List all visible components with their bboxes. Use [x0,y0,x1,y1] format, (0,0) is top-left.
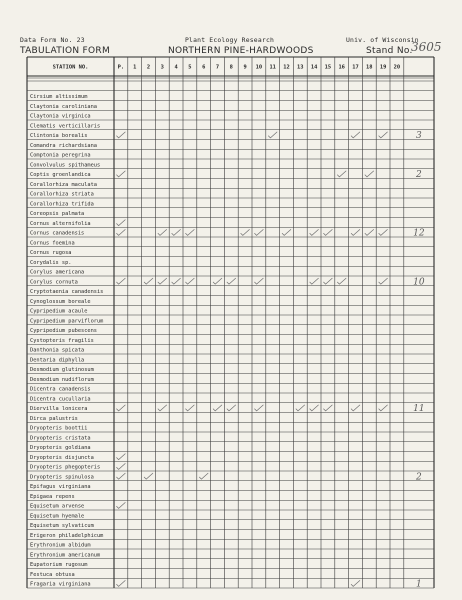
species-name: Eupatorium rugosum [30,562,88,569]
row-total: 12 [413,228,425,239]
check-mark [255,278,264,284]
check-mark [310,405,319,411]
column-header: 17 [352,64,359,71]
check-mark [144,278,153,284]
column-header: 15 [324,64,332,71]
check-mark [351,132,360,138]
row-total: 10 [413,277,425,288]
community-title: NORTHERN PINE-HARDWOODS [168,46,314,56]
stand-number: 3605 [411,40,442,54]
species-name: Erythronium americanum [30,552,101,559]
species-name: Cynoglossum boreale [30,298,91,305]
check-mark [337,171,346,177]
check-mark [379,278,388,284]
check-mark [351,229,360,235]
check-mark [255,229,264,235]
station-header: STATION NO. [52,64,89,71]
column-header: P. [117,64,125,71]
check-mark [117,132,126,138]
check-mark [351,405,360,411]
column-header: 6 [202,64,206,71]
species-name: Comptonia peregrina [30,152,91,159]
species-name: Corylus cornuta [30,279,78,286]
species-name: Corylus americana [30,269,85,276]
species-name: Convolvulus spithameus [30,162,101,169]
check-mark [199,473,208,479]
species-name: Equisetum arvense [30,503,85,510]
column-header: 14 [310,64,318,71]
species-name: Cornus alternifolia [30,220,91,227]
species-name: Danthonia spicata [30,347,85,354]
check-mark [186,229,195,235]
row-total: 2 [416,170,422,180]
species-name: Coreopsis palmata [30,211,85,218]
check-mark [117,278,126,284]
check-mark [255,405,264,411]
species-name: Diervilla lonicera [30,406,88,413]
species-name: Dirca palustris [30,415,78,422]
check-mark [117,171,126,177]
check-mark [324,229,333,235]
species-name: Corallorhiza striata [30,191,94,198]
check-mark [310,229,319,235]
species-name: Corallorhiza trifida [30,201,94,208]
column-header: 10 [255,64,263,71]
species-name: Clematis verticillaris [30,123,101,130]
form-title: TABULATION FORM [20,46,111,56]
species-name: Erigeron philadelphicum [30,532,104,539]
species-name: Cornus foemina [30,240,75,247]
species-name: Dryopteris boottii [30,425,88,432]
species-name: Dryopteris spinulosa [30,474,94,481]
column-header: 16 [338,64,345,71]
column-header: 7 [215,64,220,71]
species-name: Desmodium glutinosum [30,367,94,374]
check-mark [213,405,222,411]
species-name: Erythronium albidum [30,542,91,549]
species-name: Dryopteris disjuncta [30,454,94,461]
check-mark [282,229,291,235]
species-name: Cryptotaenia canadensis [30,289,104,296]
species-name: Clintonia borealis [30,133,88,140]
species-name: Epifagus virginiana [30,484,91,491]
species-name: Festuca obtusa [30,571,75,578]
species-name: Claytonia caroliniana [30,103,97,110]
check-mark [186,405,195,411]
check-mark [144,473,153,479]
species-name: Equisetum hyemale [30,513,85,520]
check-mark [213,278,222,284]
check-mark [158,405,167,411]
species-name: Cornus rugosa [30,250,72,257]
column-header: 13 [297,64,304,71]
check-mark [268,132,277,138]
check-mark [117,463,126,469]
column-header: 8 [229,64,233,71]
check-mark [117,473,126,479]
check-mark [117,229,126,235]
check-mark [365,171,374,177]
check-mark [172,278,181,284]
species-name: Corallorhiza maculata [30,181,97,188]
species-name: Cirsium altissimum [30,94,88,101]
check-mark [227,278,236,284]
species-name: Dicentra cucullaria [30,396,91,403]
check-mark [117,502,126,508]
column-header: 19 [379,64,387,71]
check-mark [324,405,333,411]
species-name: Desmodium nudiflorum [30,376,94,383]
column-header: 20 [393,64,401,71]
row-total: 3 [416,131,422,141]
column-header: 3 [160,64,164,71]
check-mark [172,229,181,235]
row-total: 1 [416,579,422,590]
check-mark [310,278,319,284]
check-mark [158,229,167,235]
column-header: 1 [133,64,137,71]
column-header: 2 [146,64,151,71]
column-header: 12 [283,64,290,71]
species-name: Cypripedium pubescens [30,328,97,335]
check-mark [365,229,374,235]
species-name: Cystopteris fragilis [30,337,94,344]
check-mark [117,220,126,226]
species-name: Cypripedium acaule [30,308,88,315]
species-name: Dryopteris goldiana [30,445,91,452]
check-mark [324,278,333,284]
row-total: 2 [416,472,422,483]
check-mark [379,132,388,138]
species-name: Comandra richardsiana [30,142,97,149]
row-total: 11 [413,404,425,414]
research-title: Plant Ecology Research [185,36,275,44]
check-mark [337,278,346,284]
check-mark [117,405,126,411]
species-name: Equisetum sylvaticum [30,523,94,530]
species-name: Dentaria diphylla [30,357,85,364]
species-name: Dicentra canadensis [30,386,91,393]
column-header: 9 [243,64,247,71]
column-header: 18 [366,64,373,71]
check-mark [241,229,250,235]
university-name: Univ. of Wisconsin [346,36,419,44]
species-name: Cornus canadensis [30,230,85,237]
check-mark [296,405,305,411]
species-name: Dryopteris cristata [30,435,91,442]
check-mark [186,278,195,284]
check-mark [379,405,388,411]
species-name: Corydalis sp. [30,259,72,266]
check-mark [379,229,388,235]
check-mark [158,278,167,284]
species-name: Coptis groenlandica [30,172,91,179]
check-mark [351,580,360,586]
column-header: 4 [174,64,178,71]
species-name: Claytonia virginica [30,113,91,120]
species-name: Dryopteris phegopteris [30,464,101,471]
stand-label: Stand No. [366,46,413,56]
species-name: Epigaea repens [30,493,75,500]
check-mark [117,454,126,460]
column-header: 11 [269,64,276,71]
form-number: Data Form No. 23 [20,36,85,44]
check-mark [117,580,126,586]
check-mark [227,405,236,411]
species-name: Cypripedium parviflorum [30,318,104,325]
species-name: Fragaria virginiana [30,581,91,588]
column-header: 5 [188,64,192,71]
